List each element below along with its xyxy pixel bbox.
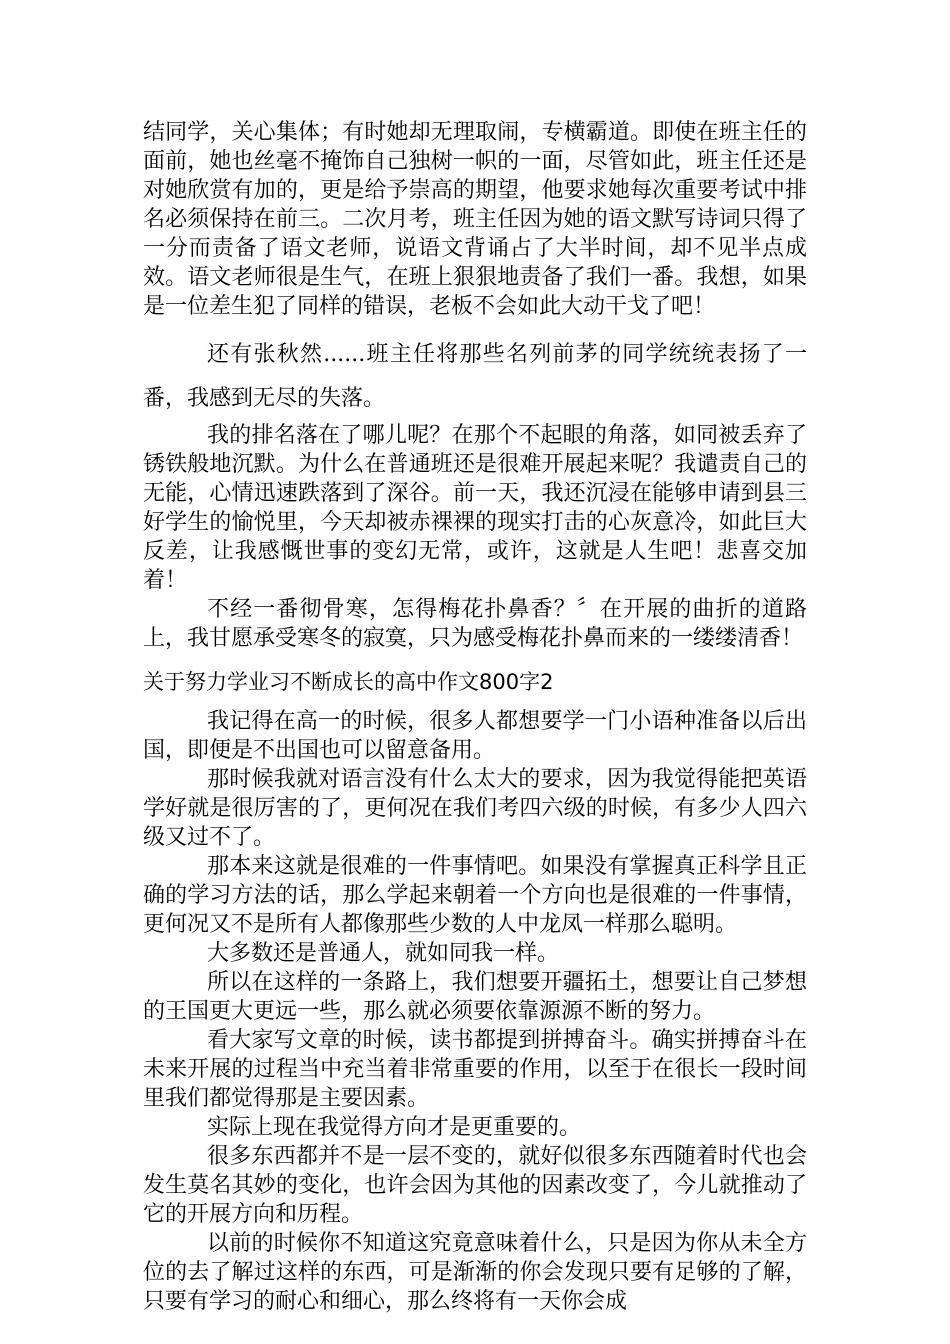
paragraph: 大多数还是普通人，就如同我一样。 (207, 941, 560, 966)
paragraph: 所以在这样的一条路上，我们想要开疆拓土，想要让自己梦想的王国更大更远一些，那么就必须要依靠源源不断的努力。 (143, 970, 807, 1024)
paragraph: 很多东西都并不是一层不变的，就好似很多东西随着时代也会发生莫名其妙的变化，也许会因为其他的因素改变了，今儿就推动了它的开展方向和历程。 (143, 1144, 807, 1227)
paragraph: 还有张秋然......班主任将那些名列前茅的同学统统表扬了一番，我感到无尽的失落。 (143, 342, 807, 411)
section-heading: 关于努力学业习不断成长的高中作文800字2 (143, 670, 554, 694)
paragraph: 那时候我就对语言没有什么太大的要求，因为我觉得能把英语学好就是很厉害的了，更何况在我们考四六级的时候，有多少人四六级又过不了。 (143, 767, 807, 850)
paragraph: 实际上现在我觉得方向才是更重要的。 (207, 1115, 582, 1140)
paragraph: 以前的时候你不知道这究竟意味着什么，只是因为你从未全方位的去了解过这样的东西，可是渐渐的你会发现只要有足够的了解，只要有学习的耐心和细心，那么终将有一天你会成 (143, 1231, 807, 1314)
paragraph: 结同学，关心集体；有时她却无理取闹，专横霸道。即使在班主任的面前，她也丝毫不掩饰自己独树一帜的一面，尽管如此，班主任还是对她欣赏有加的，更是给予崇高的期望，他要求她每次重要考试中排名必须保持在前三。二次月考，班主任因为她的语文默写诗词只得了一分而责备了语文老师，说语文背诵占了大半时间，却不见半点成效。语文老师很是生气，在班上狠狠地责备了我们一番。我想，如果是一位差生犯了同样的错误，老板不会如此大动干戈了吧！ (143, 120, 807, 319)
paragraph: 我记得在高一的时候，很多人都想要学一门小语种准备以后出国，即便是不出国也可以留意备用。 (143, 709, 807, 763)
paragraph: 那本来这就是很难的一件事情吧。如果没有掌握真正科学且正确的学习方法的话，那么学起来朝着一个方向也是很难的一件事情，更何况又不是所有人都像那些少数的人中龙凤一样那么聪明。 (143, 854, 807, 937)
paragraph: 看大家写文章的时候，读书都提到拼搏奋斗。确实拼搏奋斗在未来开展的过程当中充当着非常重要的作用，以至于在很长一段时间里我们都觉得那是主要因素。 (143, 1028, 807, 1111)
document-body (143, 118, 807, 1316)
paragraph: 我的排名落在了哪儿呢？在那个不起眼的角落，如同被丢弃了锈铁般地沉默。为什么在普通班还是很难开展起来呢？我谴责自己的无能，心情迅速跌落到了深谷。前一天，我还沉浸在能够申请到县三好学生的愉悦里，今天却被赤裸裸的现实打击的心灰意冷，如此巨大反差，让我感慨世事的变幻无常，或许，这就是人生吧！悲喜交加着！ (143, 423, 807, 593)
paragraph: 不经一番彻骨寒，怎得梅花扑鼻香？〞在开展的曲折的道路上，我甘愿承受寒冬的寂寞，只为感受梅花扑鼻而来的一缕缕清香！ (143, 597, 807, 651)
